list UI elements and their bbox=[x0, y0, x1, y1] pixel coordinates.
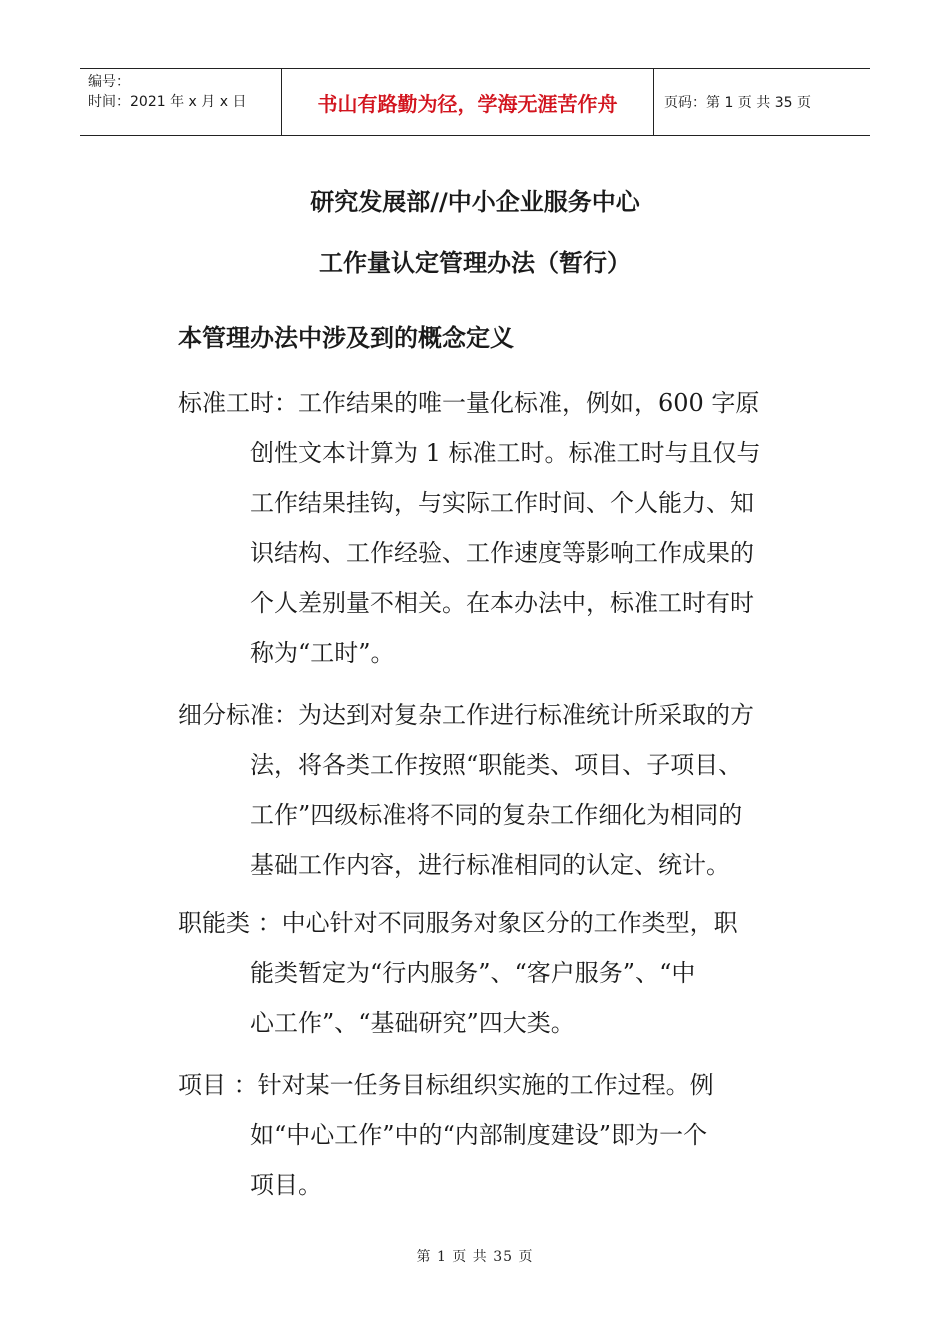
definition-project bbox=[178, 1060, 808, 1210]
definition-line: 法，将各类工作按照“职能类、项目、子项目、 bbox=[250, 751, 743, 779]
definition-line: 细分标准：为达到对复杂工作进行标准统计所采取的方 bbox=[178, 701, 754, 729]
definition-line: 称为“工时”。 bbox=[250, 639, 395, 667]
definition-line: 创性文本计算为 1 标准工时。标准工时与且仅与 bbox=[250, 439, 761, 467]
definition-line: 个人差别量不相关。在本办法中，标准工时有时 bbox=[250, 589, 754, 617]
definition-line: 标准工时：工作结果的唯一量化标准，例如，600 字原 bbox=[178, 389, 760, 417]
document-title-line-2: 工作量认定管理办法（暂行） bbox=[319, 249, 631, 277]
definition-line: 项目。 bbox=[250, 1171, 322, 1199]
definition-line: 能类暂定为“行内服务”、“客户服务”、“中 bbox=[250, 959, 696, 987]
definition-standard-hours bbox=[178, 378, 808, 678]
definition-line: 工作结果挂钩，与实际工作时间、个人能力、知 bbox=[250, 489, 754, 517]
header-meta bbox=[80, 69, 282, 135]
definition-line: 识结构、工作经验、工作速度等影响工作成果的 bbox=[250, 539, 754, 567]
definition-line: 心工作”、“基础研究”四大类。 bbox=[250, 1009, 575, 1037]
document-time-label: 时间：2021 年 x 月 x 日 bbox=[88, 94, 247, 110]
header-motto: 书山有路勤为径，学海无涯苦作舟 bbox=[282, 69, 654, 135]
definition-line: 项目 ：针对某一任务目标组织实施的工作过程。例 bbox=[178, 1071, 714, 1099]
section-heading: 本管理办法中涉及到的概念定义 bbox=[178, 324, 514, 352]
document-title-line-1: 研究发展部//中小企业服务中心 bbox=[310, 188, 640, 216]
definition-line: 基础工作内容，进行标准相同的认定、统计。 bbox=[250, 851, 730, 879]
definition-line: 如“中心工作”中的“内部制度建设”即为一个 bbox=[250, 1121, 708, 1149]
page-footer: 第 1 页 共 35 页 bbox=[416, 1249, 534, 1265]
definition-line: 职能类 ：中心针对不同服务对象区分的工作类型，职 bbox=[178, 909, 738, 937]
document-number-label: 编号： bbox=[88, 74, 130, 90]
page-header bbox=[80, 68, 870, 136]
header-page-info: 页码：第 1 页 共 35 页 bbox=[664, 95, 811, 111]
definition-subdivision-standard bbox=[178, 690, 808, 890]
definition-line: 工作”四级标准将不同的复杂工作细化为相同的 bbox=[250, 801, 743, 829]
definition-function-category bbox=[178, 898, 808, 1048]
